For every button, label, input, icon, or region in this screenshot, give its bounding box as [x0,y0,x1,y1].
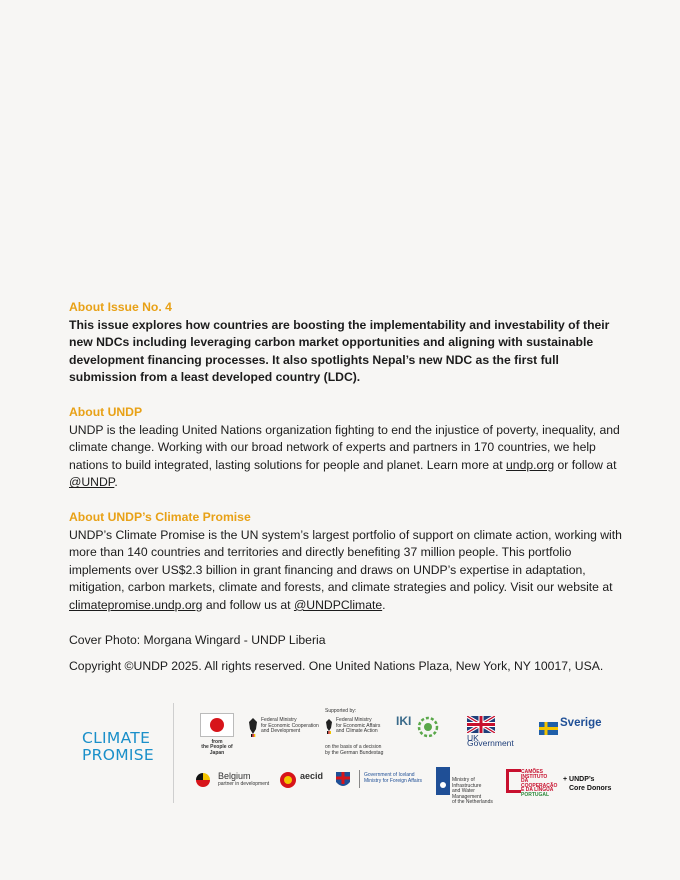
bmz-line3: and Development [261,728,301,734]
undp-website-link[interactable]: undp.org [506,457,555,472]
bmz-line2: for Economic Cooperation [261,722,319,729]
belgium-emblem-icon [194,771,212,789]
about-undp-mid-text: or follow at [557,457,617,472]
about-undp-end: . [114,475,118,490]
portugal-camoes-logo [506,769,558,798]
uk-government-logo [467,716,527,747]
core-donors-label [563,775,611,793]
undp-social-link[interactable]: @UNDP [69,475,115,490]
netherlands-ribbon-icon [436,767,450,795]
sweden-text: Sverige [560,717,602,729]
about-climate-promise-text: UNDP’s Climate Promise is the UN system’s largest portfolio of support on climate action, working with more than 140 countries and territories and directly benefiting 37 million people. This portfolio implements over US$2.3 billion in grant financing and draws on UNDP’s expertise in adaptation, mitigation, carbon markets, climate and forests, and climate strategies and policy. Visit our website at [69,527,622,595]
german-eagle-icon [248,717,258,737]
about-undp-text: UNDP is the leading United Nations organization fighting to end the injustice of poverty, inequality, and climate change. Working with our broad network of experts and partners in 170 countries, we help nations to build integrated, lasting solutions for people and planet. Learn more at [69,422,620,472]
uk-flag-icon [467,716,495,733]
bmwk-line2: for Economic Affairs [336,722,381,729]
bmz-line1: Federal Ministry [261,717,297,723]
logo-divider [173,703,174,803]
aecid-emblem-icon [279,771,297,789]
core-donors-line1: + UNDP’s [563,776,595,783]
portugal-line1: CAMÕES [521,769,543,775]
uk-government-text: UK Government [467,732,514,748]
aecid-logo [279,770,323,792]
copyright-notice: Copyright ©UNDP 2025. All rights reserved. One United Nations Plaza, New York, NY 10017, USA. [69,659,604,674]
climate-promise-website-link[interactable]: climatepromise.undp.org [69,597,203,612]
climate-promise-logo [82,730,164,764]
bmwk-logo [325,708,385,756]
about-climate-promise-mid-text: and follow us at [205,597,291,612]
belgium-subtext: partner in development [218,781,270,787]
about-climate-promise-end: . [382,597,386,612]
netherlands-line3: of the Netherlands [452,799,493,805]
japan-logo-line2: the People of Japan [201,744,233,756]
bmwk-bottom1: on the basis of a decision [325,744,382,750]
netherlands-logo [436,767,500,805]
japan-logo [197,713,237,756]
core-donors-line2: Core Donors [569,785,612,792]
about-issue-section [69,299,629,387]
belgium-logo [194,770,272,792]
portugal-line3: DA COOPERAÇÃO [521,778,558,789]
sweden-logo [539,717,602,737]
climate-promise-social-link[interactable]: @UNDPClimate [293,597,383,612]
iki-logo-text: IKI [396,714,412,728]
partner-logos [78,703,638,803]
belgium-text: Belgium [218,771,251,781]
climate-promise-logo-line1: CLIMATE [82,729,151,747]
about-undp-body [69,422,629,492]
netherlands-line2: and Water Management [452,788,482,800]
netherlands-line1: Ministry of Infrastructure [452,777,482,789]
about-issue-heading: About Issue No. 4 [69,300,172,314]
japan-flag-icon [200,713,234,737]
iceland-line1: Government of Iceland [364,772,415,778]
about-climate-promise-heading: About UNDP’s Climate Promise [69,509,251,524]
bmwk-bottom2: by the German Bundestag [325,749,384,756]
iki-logo [396,716,442,740]
portugal-line2: INSTITUTO [521,773,548,780]
bmwk-line3: and Climate Action [336,728,378,734]
sweden-flag-icon [539,722,558,735]
bmwk-line1: Federal Ministry [336,717,372,723]
about-issue-body: This issue explores how countries are boosting the implementability and investability of their new NDCs including leveraging carbon market opportunities and aligning with sustainable development financing processes. It also spotlights Nepal’s new NDC as the first full submission from a least developed country (LDC). [69,317,610,385]
back-cover-text [69,299,629,676]
aecid-text: aecid [300,771,324,781]
about-climate-promise-body [69,527,629,615]
about-climate-promise-section [69,509,629,615]
portugal-line4: E DA LÍNGUA [521,787,554,794]
iki-circle-icon [417,716,439,738]
german-eagle-icon [325,718,333,734]
about-undp-section [69,404,629,492]
about-undp-heading: About UNDP [69,404,143,419]
iceland-logo [334,769,426,793]
iceland-line2: Ministry for Foreign Affairs [364,777,422,784]
cover-photo-credit: Cover Photo: Morgana Wingard - UNDP Liberia [69,632,326,647]
iceland-crest-icon [334,769,352,791]
bmwk-top: Supported by: [325,708,357,714]
japan-logo-line1: from [211,738,223,745]
climate-promise-logo-line2: PROMISE [82,746,154,764]
portugal-line5: PORTUGAL [521,791,550,798]
